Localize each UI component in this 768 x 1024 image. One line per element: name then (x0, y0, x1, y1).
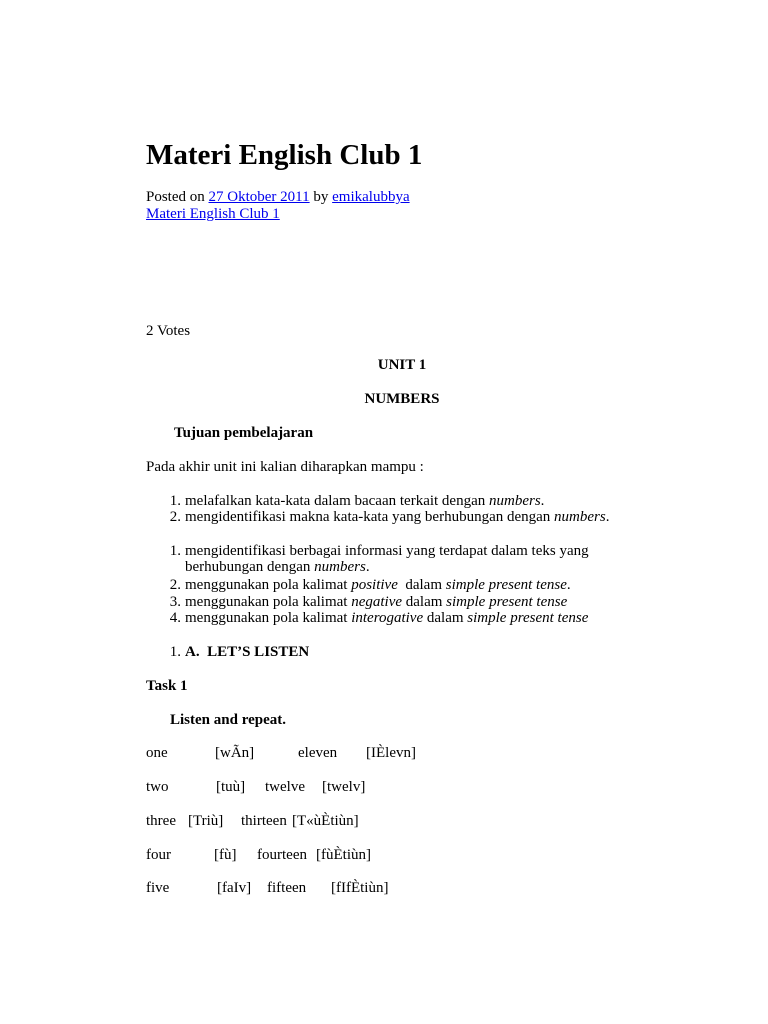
list-text: menggunakan pola kalimat (185, 594, 352, 610)
list-text: dalam (402, 594, 447, 610)
vocab-pronunciation: [T«ùÈtiùn] (292, 813, 359, 829)
list-text: dalam (423, 610, 468, 626)
list-number: 2. (169, 509, 181, 525)
task-instruction: Listen and repeat. (170, 712, 286, 728)
list-text: menggunakan pola kalimat (185, 610, 352, 626)
list-emphasis: simple present tense (445, 577, 567, 593)
category-link[interactable]: Materi English Club 1 (146, 206, 280, 222)
vocab-pronunciation: [wÃn] (215, 745, 255, 761)
list-punct: . (365, 559, 370, 575)
list-emphasis: interogative (351, 610, 424, 626)
vocab-word: thirteen (241, 813, 287, 829)
vocab-pronunciation: [fù] (214, 847, 237, 863)
list-emphasis: simple present tense (446, 594, 568, 610)
vocab-word: two (146, 779, 169, 795)
list-text: mengidentifikasi berbagai informasi yang terdapat dalam teks yang (185, 543, 589, 559)
list-number: 1. (169, 493, 181, 509)
objectives-heading: Tujuan pembelajaran (174, 425, 314, 441)
vocab-pronunciation: [IÈlevn] (366, 745, 416, 761)
list-emphasis: negative (351, 594, 403, 610)
intro-text: Pada akhir unit ini kalian diharapkan mampu : (146, 459, 424, 475)
task-heading: Task 1 (146, 678, 188, 694)
category-line (146, 206, 280, 223)
by-label: by (313, 189, 329, 205)
list-number: 2. (169, 577, 181, 593)
vocab-word: eleven (298, 745, 338, 761)
post-meta (146, 189, 410, 206)
vocab-word: twelve (265, 779, 305, 795)
votes-count: 2 Votes (146, 323, 191, 339)
list-emphasis: numbers (489, 493, 541, 509)
list-punct: . (605, 509, 610, 525)
section-label: A. LET’S LISTEN (185, 644, 310, 660)
list-number: 1. (169, 644, 181, 660)
list-number: 4. (169, 610, 181, 626)
list-number: 1. (169, 543, 181, 559)
list-text: berhubungan dengan (185, 559, 315, 575)
list-number: 3. (169, 594, 181, 610)
author-link[interactable]: emikalubbya (332, 189, 410, 205)
post-title: Materi English Club 1 (146, 139, 423, 171)
topic-heading: NUMBERS (364, 391, 440, 407)
list-emphasis: positive (351, 577, 398, 593)
list-emphasis: numbers (314, 559, 366, 575)
vocab-word: one (146, 745, 168, 761)
list-punct: . (540, 493, 545, 509)
list-emphasis: numbers (554, 509, 606, 525)
vocab-pronunciation: [fùÈtiùn] (316, 847, 371, 863)
list-text: menggunakan pola kalimat (185, 577, 352, 593)
vocab-word: four (146, 847, 171, 863)
list-emphasis: simple present tense (467, 610, 589, 626)
vocab-pronunciation: [tuù] (216, 779, 246, 795)
list-text: mengidentifikasi makna kata-kata yang berhubungan dengan (185, 509, 555, 525)
unit-heading: UNIT 1 (377, 357, 427, 373)
post-date-link[interactable]: 27 Oktober 2011 (208, 189, 310, 205)
vocab-word: five (146, 880, 170, 896)
vocab-pronunciation: [twelv] (322, 779, 366, 795)
vocab-pronunciation: [fIfÈtiùn] (331, 880, 389, 896)
list-text: dalam (397, 577, 446, 593)
list-punct: . (566, 577, 571, 593)
posted-on-label: Posted on (146, 189, 205, 205)
vocab-pronunciation: [faIv] (217, 880, 252, 896)
vocab-word: fourteen (257, 847, 307, 863)
vocab-word: fifteen (267, 880, 307, 896)
vocab-word: three (146, 813, 176, 829)
list-text: melafalkan kata-kata dalam bacaan terkait dengan (185, 493, 489, 509)
vocab-pronunciation: [Triù] (188, 813, 224, 829)
